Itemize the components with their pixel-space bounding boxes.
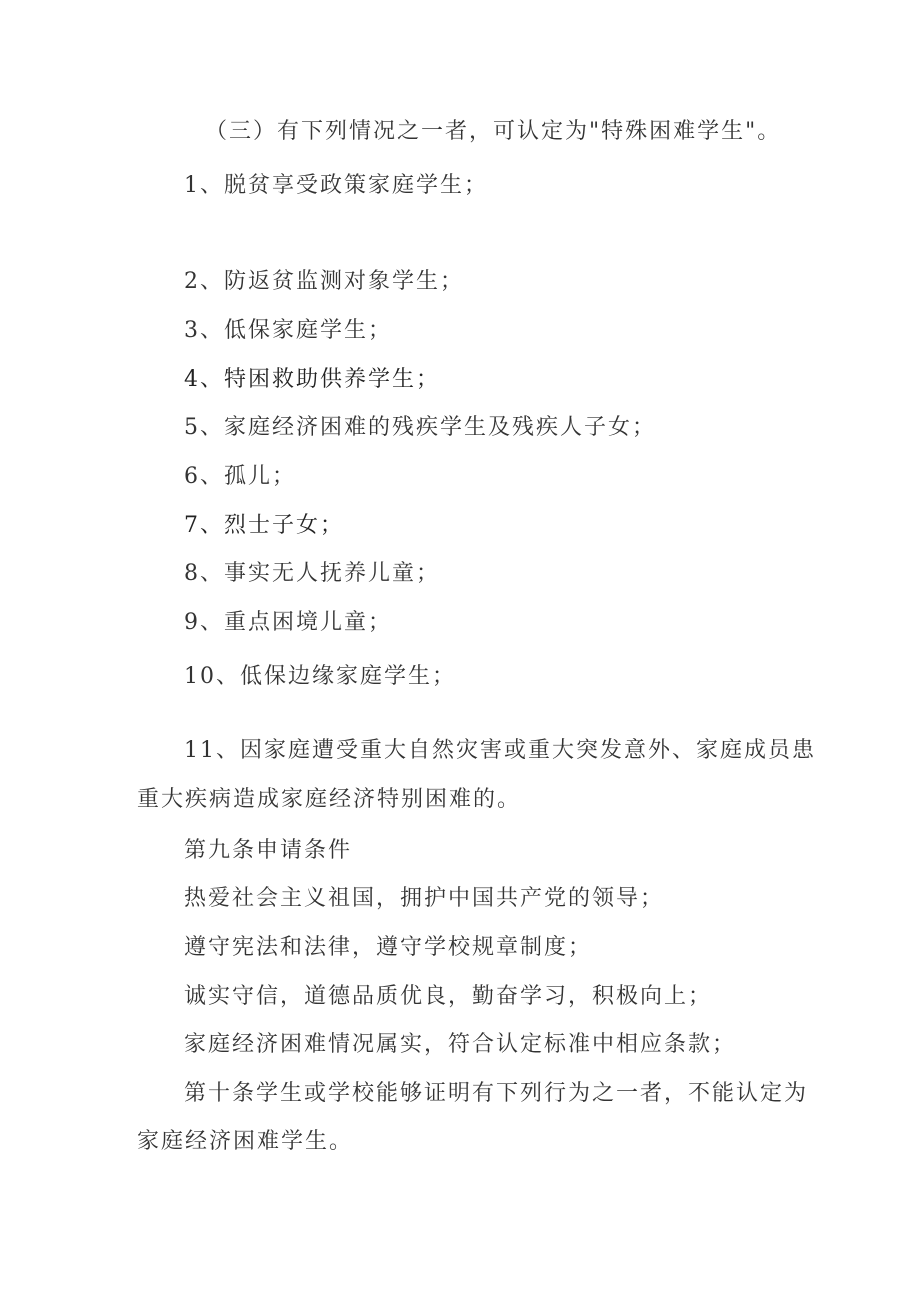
list-item-6: 6、孤儿；: [184, 464, 296, 489]
condition-2: 遵守宪法和法律，遵守学校规章制度；: [184, 935, 593, 960]
list-item-2: 2、防返贫监测对象学生；: [184, 269, 464, 294]
list-item-11-line-1: 11、因家庭遭受重大自然灾害或重大突发意外、家庭成员患: [184, 738, 816, 763]
list-item-9: 9、重点困境儿童；: [184, 610, 392, 635]
condition-3: 诚实守信，道德品质优良，勤奋学习，积极向上；: [184, 984, 713, 1009]
condition-1: 热爱社会主义祖国，拥护中国共产党的领导；: [184, 886, 665, 911]
list-item-5: 5、家庭经济困难的残疾学生及残疾人子女；: [184, 415, 656, 440]
article-9-heading: 第九条申请条件: [184, 838, 353, 863]
article-10-line-1: 第十条学生或学校能够证明有下列行为之一者，不能认定为: [184, 1081, 809, 1106]
list-item-7: 7、烈士子女；: [184, 513, 344, 538]
article-10-line-2: 家庭经济困难学生。: [137, 1129, 354, 1154]
list-item-3: 3、低保家庭学生；: [184, 318, 392, 343]
section-heading-special-hardship: （三）有下列情况之一者，可认定为"特殊困难学生"。: [205, 119, 782, 144]
condition-4: 家庭经济困难情况属实，符合认定标准中相应条款；: [184, 1032, 737, 1057]
list-item-4: 4、特困救助供养学生；: [184, 367, 440, 392]
list-item-10: 10、低保边缘家庭学生；: [184, 664, 456, 689]
list-item-8: 8、事实无人抚养儿童；: [184, 561, 440, 586]
list-item-1: 1、脱贫享受政策家庭学生；: [184, 173, 488, 198]
list-item-11-line-2: 重大疾病造成家庭经济特别困难的。: [137, 787, 522, 812]
